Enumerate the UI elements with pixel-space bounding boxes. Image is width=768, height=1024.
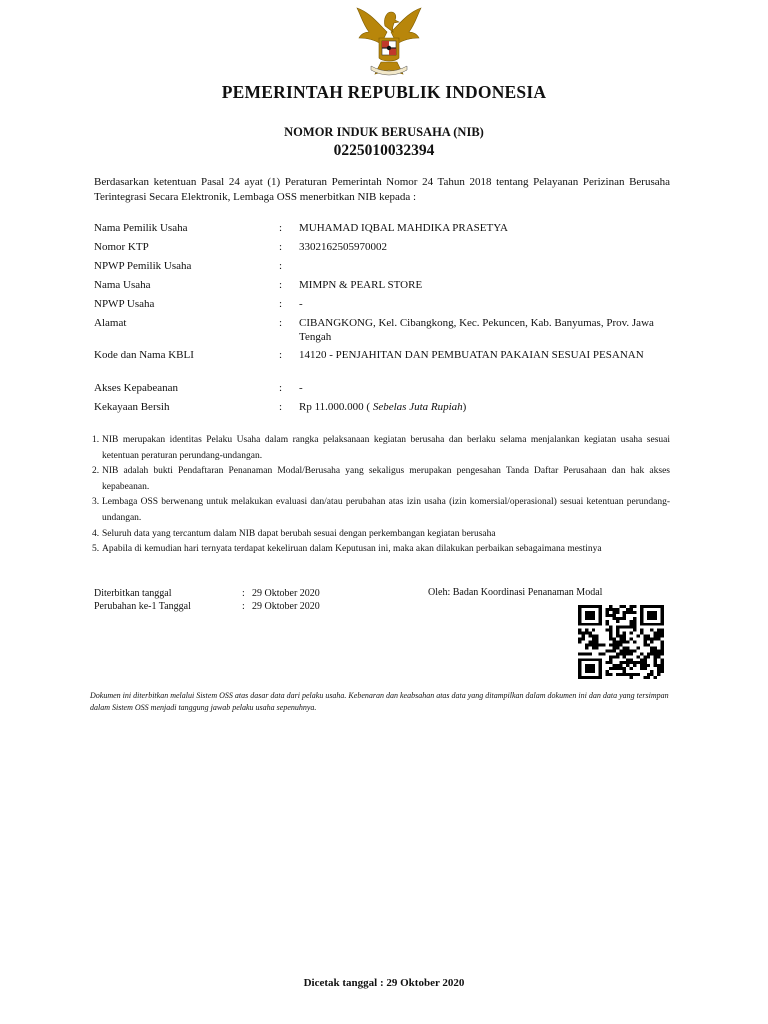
field-label: Akses Kepabeanan	[94, 382, 178, 394]
note-item	[94, 433, 670, 464]
note-text: NIB merupakan identitas Pelaku Usaha dalam rangka pelaksanaan kegiatan berusaha dan berlaku selama menjalankan kegiatan usaha sesuai ketentuan peraturan perundang-undangan.	[102, 435, 670, 461]
field-colon: :	[279, 241, 283, 253]
field-colon: :	[279, 298, 283, 310]
changed-date: 29 Oktober 2020	[252, 601, 320, 612]
note-text: NIB adalah bukti Pendaftaran Penanaman Modal/Berusaha yang sekaligus merupakan pengesahan Tanda Daftar Perusahaan dan hak akses kepabeanan.	[102, 466, 670, 492]
field-value: 14120 - PENJAHITAN DAN PEMBUATAN PAKAIAN SESUAI PESANAN	[299, 349, 644, 361]
note-number: 2.	[92, 466, 100, 477]
printed-date: Dicetak tanggal : 29 Oktober 2020	[303, 977, 465, 989]
field-colon: :	[279, 260, 283, 272]
issued-colon: :	[242, 588, 245, 599]
field-label: Nama Usaha	[94, 279, 151, 291]
nib-number: 0225010032394	[333, 142, 435, 159]
garuda-emblem-icon	[347, 4, 431, 80]
field-colon: :	[279, 349, 283, 361]
note-number: 3.	[92, 497, 100, 508]
intro-paragraph: Berdasarkan ketentuan Pasal 24 ayat (1) Peraturan Pemerintah Nomor 24 Tahun 2018 tentang Pelayanan Perizinan Berusaha Terintegrasi Secara Elektronik, Lembaga OSS menerbitkan NIB kepada :	[94, 176, 670, 203]
field-colon: :	[279, 279, 283, 291]
field-label: Nama Pemilik Usaha	[94, 222, 188, 234]
field-value: 3302162505970002	[299, 241, 387, 253]
note-number: 5.	[92, 544, 100, 555]
issued-date: 29 Oktober 2020	[252, 588, 320, 599]
net-worth-suffix: )	[462, 401, 467, 413]
note-item	[94, 527, 670, 543]
field-colon: :	[279, 317, 283, 329]
field-label: Kode dan Nama KBLI	[94, 349, 194, 361]
note-text: Apabila di kemudian hari ternyata terdapat kekeliruan dalam Keputusan ini, maka akan dilakukan perbaikan sebagaimana mestinya	[102, 544, 602, 555]
field-value: -	[299, 298, 303, 310]
note-item	[94, 464, 670, 495]
net-worth-words: Sebelas Juta Rupiah	[372, 401, 463, 413]
field-value	[299, 401, 669, 415]
qr-code-icon	[578, 605, 664, 679]
changed-label: Perubahan ke-1 Tanggal	[94, 601, 191, 612]
issued-label: Diterbitkan tanggal	[94, 588, 172, 599]
notes-list	[94, 433, 670, 558]
field-value: CIBANGKONG, Kel. Cibangkong, Kec. Pekuncen, Kab. Banyumas, Prov. Jawa Tengah	[299, 317, 654, 343]
field-value: -	[299, 382, 303, 394]
field-value: MIMPN & PEARL STORE	[299, 279, 423, 291]
net-worth-amount: Rp 11.000.000 (	[299, 401, 373, 413]
issuer-text: Oleh: Badan Koordinasi Penanaman Modal	[428, 587, 603, 598]
government-title: PEMERINTAH REPUBLIK INDONESIA	[221, 82, 547, 102]
field-colon: :	[279, 401, 283, 413]
field-value: MUHAMAD IQBAL MAHDIKA PRASETYA	[299, 222, 508, 234]
nib-heading: NOMOR INDUK BERUSAHA (NIB)	[284, 125, 484, 139]
field-label: NPWP Usaha	[94, 298, 155, 310]
note-item	[94, 542, 670, 558]
field-label: Alamat	[94, 317, 127, 329]
note-item	[94, 495, 670, 526]
field-label: Nomor KTP	[94, 241, 149, 253]
disclaimer: Dokumen ini diterbitkan melalui Sistem OSS atas dasar data dari pelaku usaha. Kebenaran dan keabsahan atas data yang ditampilkan dalam dokumen ini dan data yang tersimpan dalam Sistem OSS menjadi tanggung jawab pelaku usaha sepenuhnya.	[90, 691, 669, 712]
note-text: Seluruh data yang tercantum dalam NIB dapat berubah sesuai dengan perkembangan kegiatan berusaha	[102, 528, 496, 539]
changed-colon: :	[242, 601, 245, 612]
field-label: Kekayaan Bersih	[94, 401, 170, 413]
note-text: Lembaga OSS berwenang untuk melakukan evaluasi dan/atau perubahan atas izin usaha (izin komersial/operasional) sesuai ketentuan perundang-undangan.	[102, 497, 670, 523]
field-colon: :	[279, 382, 283, 394]
note-number: 4.	[92, 528, 100, 539]
note-number: 1.	[92, 435, 100, 445]
field-colon: :	[279, 222, 283, 234]
field-label: NPWP Pemilik Usaha	[94, 260, 192, 272]
